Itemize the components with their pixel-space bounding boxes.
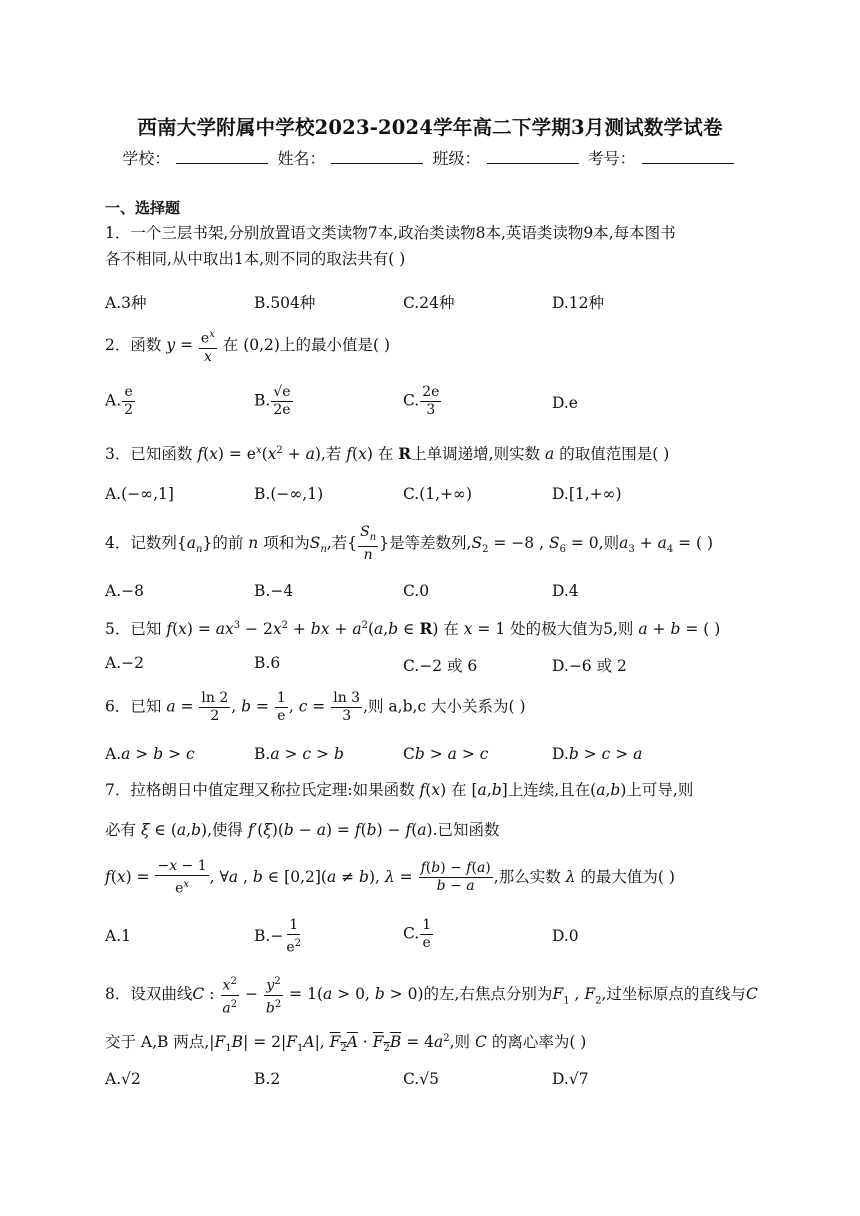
name-label: 姓名： [277, 149, 326, 168]
option-c: C.24种 [403, 294, 455, 312]
option-c: C.0 [403, 582, 430, 600]
question-5: 5．已知 $f(x) = ax^3 - 2x^2$ + bx + $a^2(a,b$ ∈ R) 在 x = 1 处的极大值为5,则 a + b = ( ) [105, 619, 721, 638]
option-b: B.504种 [254, 294, 316, 312]
option-a: A.1 [105, 927, 131, 945]
option-c: C. $\frac{2e}{3}$ [403, 384, 440, 418]
question-5-options [105, 654, 765, 682]
option-a: A.(−∞,1] [105, 485, 174, 503]
question-4-options [105, 582, 765, 610]
option-b: B.2 [254, 1070, 281, 1088]
option-c: C.−2 或 6 [403, 657, 478, 675]
question-1-line-2: 各不相同,从中取出1本,则不同的取法共有( ) [105, 250, 406, 268]
question-3: 3．已知函数 $f(x) = e^x(x^2 + a)$,若 f(x) 在 R上单调递增,则实数 a 的取值范围是( ) [105, 444, 670, 463]
student-info-line [0, 146, 860, 169]
option-a: A.−8 [105, 582, 144, 600]
option-b: B.(−∞,1) [254, 485, 324, 503]
question-2: 2．函数 y = $\frac{e^x}{x}$ 在 (0,2)上的最小值是( ) [105, 326, 390, 366]
fraction: $\frac{e^x}{x}$ [199, 326, 217, 366]
section-title: 一、选择题 [105, 199, 181, 217]
option-d: D.4 [552, 582, 579, 600]
name-blank [331, 149, 423, 164]
option-a: A. $\frac{e}{2}$ [105, 384, 134, 418]
option-b: B.−4 [254, 582, 294, 600]
option-d: D.12种 [552, 294, 605, 312]
class-label: 班级： [432, 149, 481, 168]
class-blank [487, 149, 579, 164]
question-8-options [105, 1070, 765, 1098]
question-8-line-2: 交于 A,B 两点$,|F_1B| = 2|F_1A|$, $F_2A \cdot F_2B = 4a^2$,则 C 的离心率为( ) [105, 1032, 587, 1055]
option-d: D.e [552, 394, 578, 412]
option-d: D.−6 或 2 [552, 657, 627, 675]
option-b: B.− $\frac{1}{e^2}$ [254, 917, 301, 956]
question-7-line-2: 必有 ξ ∈ (a,b),使得 f′(ξ)(b − a) = f(b) − f(a).已知函数 [105, 821, 500, 839]
question-7-options [105, 917, 765, 956]
option-a: A.3种 [105, 294, 147, 312]
exam-number-label: 考号： [587, 149, 636, 168]
question-8-line-1: 8．设双曲线C : $\frac{x^2}{a^2}$ − $\frac{y^2}{b^2}$ = 1(a > 0, b > 0)的左,右焦点分别为$F_1$ , $F_2$,过坐标原点的直线与C [105, 973, 758, 1017]
option-d: D.b > c > a [552, 745, 643, 763]
question-7-line-1: 7．拉格朗日中值定理又称拉氏定理:如果函数 f(x) 在 [a,b]上连续,且在(a,b)上可导,则 [105, 781, 694, 799]
question-3-options [105, 485, 765, 513]
option-d: D.√7 [552, 1070, 589, 1088]
option-a: A.√2 [105, 1070, 141, 1088]
option-c: C.√5 [403, 1070, 439, 1088]
school-label: 学校： [122, 149, 171, 168]
question-4: 4．记数列$\{a_n\}$的前 n 项和为$S_n$,若{ $\frac{S_n}{n}$ }是等差数列$,S_2 = -8$ , $S_6 = 0$,则$a_3 + a_4$ = ( ) [105, 524, 714, 563]
option-b: B.6 [254, 654, 281, 672]
question-6-options [105, 745, 765, 773]
school-blank [176, 149, 268, 164]
option-c: Cb > a > c [403, 745, 489, 763]
exam-number-blank [642, 149, 734, 164]
question-1-options [105, 291, 765, 319]
question-1-line-1: 1．一个三层书架,分别放置语文类读物7本,政治类读物8本,英语类读物9本,每本图书 [105, 224, 676, 242]
option-d: D.0 [552, 927, 579, 945]
question-2-prefix: 2．函数 [105, 335, 162, 354]
question-2-suffix: 上的最小值是( ) [279, 335, 390, 354]
page-title: 西南大学附属中学校2023-2024学年高二下学期3月测试数学试卷 [137, 116, 723, 139]
option-d: D.[1,+∞) [552, 485, 622, 503]
option-c: C. $\frac{1}{e}$ [403, 917, 432, 951]
option-b: B. $\frac{√e}{2e}$ [254, 384, 291, 418]
question-2-options [105, 384, 765, 418]
option-a: A.a > b > c [105, 745, 195, 763]
option-a: A.−2 [105, 654, 144, 672]
option-c: C.(1,+∞) [403, 485, 473, 503]
question-6: 6．已知 a = $\frac{\ln 2}{2}$ , b = $\frac{1}{e}$ , c = $\frac{\ln 3}{3}$ ,则 a,b,c 大小关系为( ) [105, 690, 526, 724]
option-b: B.a > c > b [254, 745, 344, 763]
question-7-line-3: f(x) = $\frac{-x - 1}{e^x}$ , ∀a , b ∈ [0,2](a ≠ b), λ = $\frac{f(b) - f(a)}{b - a}$ ,那么实数 λ 的最大值为( ) [105, 858, 675, 897]
question-1 [105, 223, 765, 269]
